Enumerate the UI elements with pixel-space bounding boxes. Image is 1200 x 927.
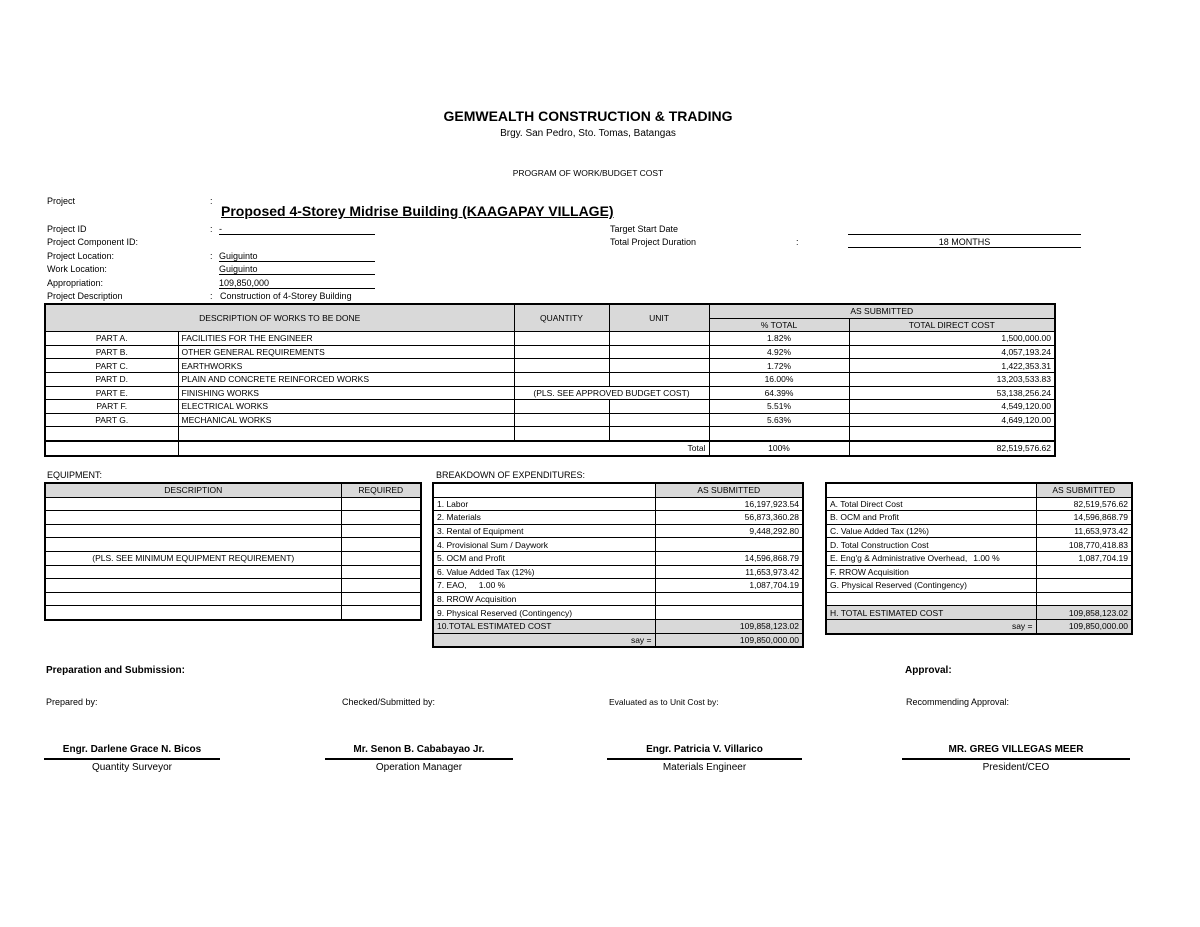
breakdown-label xyxy=(433,497,655,511)
work-pct: 64.39% xyxy=(709,386,849,400)
summary-row xyxy=(826,565,1132,579)
work-unit xyxy=(609,400,709,414)
work-pct: 5.63% xyxy=(709,413,849,427)
work-pct: 1.82% xyxy=(709,332,849,346)
work-part: PART G. xyxy=(45,413,178,427)
summary-label xyxy=(826,579,1036,593)
summary-value: 14,596,868.79 xyxy=(1036,511,1132,525)
breakdown-label xyxy=(433,592,655,606)
work-description: ELECTRICAL WORKS xyxy=(178,400,514,414)
component-id-label: Project Component ID: xyxy=(47,237,139,247)
work-unit xyxy=(609,359,709,373)
project-id-label: Project ID xyxy=(47,224,87,234)
summary-label-text: B. OCM and Profit xyxy=(830,512,899,523)
work-pct: 16.00% xyxy=(709,372,849,386)
work-description: OTHER GENERAL REQUIREMENTS xyxy=(178,345,514,359)
breakdown-row xyxy=(433,592,803,606)
works-table xyxy=(44,303,1056,457)
work-part: PART F. xyxy=(45,400,178,414)
evaluated-by-label: Evaluated as to Unit Cost by: xyxy=(609,697,719,707)
breakdown-label-text: 1. Labor xyxy=(437,498,469,509)
equipment-table xyxy=(44,482,422,621)
works-row xyxy=(45,400,1055,414)
col-unit-header: UNIT xyxy=(609,304,709,332)
appropriation-value: 109,850,000 xyxy=(219,278,375,289)
description-value: Construction of 4-Storey Building xyxy=(220,291,352,301)
duration-colon: : xyxy=(796,237,799,247)
work-description: FACILITIES FOR THE ENGINEER xyxy=(178,332,514,346)
signatory-role-2: Operation Manager xyxy=(375,762,463,773)
breakdown-label xyxy=(433,606,655,620)
work-quantity xyxy=(514,332,609,346)
signature-line-3 xyxy=(607,758,802,760)
summary-table xyxy=(825,482,1133,635)
works-row xyxy=(45,359,1055,373)
work-cost: 4,057,193.24 xyxy=(849,345,1055,359)
works-total-label: Total xyxy=(514,441,709,456)
work-quantity xyxy=(514,400,609,414)
breakdown-row xyxy=(433,606,803,620)
project-id-value: - xyxy=(219,224,375,235)
company-name: GEMWEALTH CONSTRUCTION & TRADING xyxy=(443,108,733,124)
breakdown-label-text: 2. Materials xyxy=(437,512,481,523)
breakdown-total-value: 109,858,123.02 xyxy=(655,619,803,633)
start-date-label: Target Start Date xyxy=(610,224,679,234)
breakdown-label xyxy=(433,511,655,525)
signature-line-1 xyxy=(44,758,220,760)
work-pct: 1.72% xyxy=(709,359,849,373)
breakdown-label-text: 8. RROW Acquisition xyxy=(437,594,517,605)
works-blank-row xyxy=(45,427,178,441)
works-row xyxy=(45,413,1055,427)
document-title: PROGRAM OF WORK/BUDGET COST xyxy=(512,168,664,178)
breakdown-label-text: 3. Rental of Equipment xyxy=(437,526,524,537)
work-pct: 5.51% xyxy=(709,400,849,414)
works-row xyxy=(45,345,1055,359)
breakdown-row xyxy=(433,579,803,593)
preparation-heading: Preparation and Submission: xyxy=(46,665,185,676)
appropriation-label: Appropriation: xyxy=(47,278,104,288)
signature-line-2 xyxy=(325,758,513,760)
checked-by-label: Checked/Submitted by: xyxy=(342,697,436,707)
breakdown-row xyxy=(433,538,803,552)
summary-label-text: C. Value Added Tax (12%) xyxy=(830,526,929,537)
work-description: FINISHING WORKS xyxy=(178,386,514,400)
summary-col-as-submitted: AS SUBMITTED xyxy=(1036,483,1132,497)
location-label: Project Location: xyxy=(47,251,115,261)
breakdown-value xyxy=(655,538,803,552)
breakdown-pct: 1.00 % xyxy=(478,580,506,591)
breakdown-label-text: 5. OCM and Profit xyxy=(437,553,506,564)
breakdown-total-label: 10.TOTAL ESTIMATED COST xyxy=(433,619,655,633)
recommending-label: Recommending Approval: xyxy=(906,697,1010,707)
summary-value: 82,519,576.62 xyxy=(1036,497,1132,511)
work-cost: 1,422,353.31 xyxy=(849,359,1055,373)
company-address: Brgy. San Pedro, Sto. Tomas, Batangas xyxy=(500,128,676,139)
breakdown-label-text: 6. Value Added Tax (12%) xyxy=(437,566,535,577)
signatory-role-4: President/CEO xyxy=(982,762,1050,773)
work-description: MECHANICAL WORKS xyxy=(178,413,514,427)
breakdown-value: 11,653,973.42 xyxy=(655,565,803,579)
summary-total-value: 109,858,123.02 xyxy=(1036,606,1132,620)
summary-value: 108,770,418.83 xyxy=(1036,538,1132,552)
work-quantity xyxy=(514,372,609,386)
col-pct-header: % TOTAL xyxy=(709,318,849,332)
equipment-col-required: REQUIRED xyxy=(341,483,421,497)
signatory-role-1: Quantity Surveyor xyxy=(91,762,173,773)
breakdown-row xyxy=(433,524,803,538)
work-cost: 1,500,000.00 xyxy=(849,332,1055,346)
work-part: PART A. xyxy=(45,332,178,346)
summary-label xyxy=(826,551,1036,565)
breakdown-col-as-submitted: AS SUBMITTED xyxy=(655,483,803,497)
summary-row xyxy=(826,551,1132,565)
work-quantity xyxy=(514,413,609,427)
breakdown-value xyxy=(655,606,803,620)
signatory-name-4: MR. GREG VILLEGAS MEER xyxy=(948,744,1084,755)
project-id-colon: : xyxy=(210,224,213,234)
breakdown-row xyxy=(433,497,803,511)
summary-label xyxy=(826,565,1036,579)
works-row xyxy=(45,372,1055,386)
work-location-value: Guiguinto xyxy=(219,264,375,275)
work-cost: 4,549,120.00 xyxy=(849,400,1055,414)
breakdown-say-label: say = xyxy=(433,633,655,647)
summary-label xyxy=(826,497,1036,511)
location-value: Guiguinto xyxy=(219,251,375,262)
breakdown-row xyxy=(433,565,803,579)
equipment-note: (PLS. SEE MINIMUM EQUIPMENT REQUIREMENT) xyxy=(45,551,341,565)
description-label: Project Description xyxy=(47,291,123,301)
breakdown-label xyxy=(433,565,655,579)
summary-label-text: E. Eng'g & Administrative Overhead, xyxy=(830,553,968,564)
summary-say-value: 109,850,000.00 xyxy=(1036,619,1132,633)
breakdown-value: 9,448,292.80 xyxy=(655,524,803,538)
signatory-name-2: Mr. Senon B. Cababayao Jr. xyxy=(353,744,485,755)
summary-label-text: F. RROW Acquisition xyxy=(830,566,909,577)
location-colon: : xyxy=(210,251,213,261)
work-cost: 13,203,533.83 xyxy=(849,372,1055,386)
breakdown-value xyxy=(655,592,803,606)
summary-value: 1,087,704.19 xyxy=(1036,551,1132,565)
summary-total-label: H. TOTAL ESTIMATED COST xyxy=(826,606,1036,620)
breakdown-value: 14,596,868.79 xyxy=(655,551,803,565)
breakdown-label xyxy=(433,551,655,565)
col-description-header: DESCRIPTION OF WORKS TO BE DONE xyxy=(45,304,514,332)
start-date-line xyxy=(848,234,1081,235)
duration-value: 18 MONTHS xyxy=(848,237,1081,248)
work-quantity xyxy=(514,359,609,373)
works-note: (PLS. SEE APPROVED BUDGET COST) xyxy=(514,386,709,400)
work-cost: 4,649,120.00 xyxy=(849,413,1055,427)
work-unit xyxy=(609,345,709,359)
breakdown-label xyxy=(433,524,655,538)
work-part: PART C. xyxy=(45,359,178,373)
breakdown-heading: BREAKDOWN OF EXPENDITURES: xyxy=(436,470,586,480)
breakdown-label xyxy=(433,538,655,552)
approval-heading: Approval: xyxy=(905,665,952,676)
breakdown-value: 1,087,704.19 xyxy=(655,579,803,593)
signatory-name-1: Engr. Darlene Grace N. Bicos xyxy=(62,744,202,755)
summary-value xyxy=(1036,565,1132,579)
work-unit xyxy=(609,413,709,427)
summary-label xyxy=(826,538,1036,552)
breakdown-say-value: 109,850,000.00 xyxy=(655,633,803,647)
signatory-name-3: Engr. Patricia V. Villarico xyxy=(646,744,763,755)
breakdown-label-text: 4. Provisional Sum / Daywork xyxy=(437,539,549,550)
work-location-label: Work Location: xyxy=(47,264,107,274)
breakdown-label-text: 9. Physical Reserved (Contingency) xyxy=(437,607,573,618)
work-part: PART D. xyxy=(45,372,178,386)
works-row xyxy=(45,386,1055,400)
summary-label-text: D. Total Construction Cost xyxy=(830,539,929,550)
work-description: EARTHWORKS xyxy=(178,359,514,373)
signature-line-4 xyxy=(902,758,1130,760)
summary-value xyxy=(1036,579,1132,593)
summary-label-text: A. Total Direct Cost xyxy=(830,498,903,509)
duration-label: Total Project Duration xyxy=(610,237,697,247)
project-colon: : xyxy=(210,196,213,206)
breakdown-label xyxy=(433,579,655,593)
breakdown-value: 56,873,360.28 xyxy=(655,511,803,525)
summary-label xyxy=(826,524,1036,538)
works-total-pct: 100% xyxy=(709,441,849,456)
equipment-col-description: DESCRIPTION xyxy=(45,483,341,497)
works-row xyxy=(45,332,1055,346)
breakdown-value: 16,197,923.54 xyxy=(655,497,803,511)
description-colon: : xyxy=(210,291,213,301)
work-unit xyxy=(609,332,709,346)
project-title: Proposed 4-Storey Midrise Building (KAAGAPAY VILLAGE) xyxy=(221,203,614,219)
summary-row xyxy=(826,524,1132,538)
work-pct: 4.92% xyxy=(709,345,849,359)
signatory-role-3: Materials Engineer xyxy=(662,762,747,773)
summary-value: 11,653,973.42 xyxy=(1036,524,1132,538)
summary-row xyxy=(826,579,1132,593)
col-as-submitted-header: AS SUBMITTED xyxy=(709,304,1055,318)
work-quantity xyxy=(514,345,609,359)
summary-row xyxy=(826,511,1132,525)
breakdown-table xyxy=(432,482,804,648)
prepared-by-label: Prepared by: xyxy=(46,697,98,707)
summary-label xyxy=(826,511,1036,525)
work-part: PART B. xyxy=(45,345,178,359)
col-quantity-header: QUANTITY xyxy=(514,304,609,332)
summary-label-text: G. Physical Reserved (Contingency) xyxy=(830,580,968,591)
summary-row xyxy=(826,497,1132,511)
summary-say-label: say = xyxy=(826,619,1036,633)
summary-row xyxy=(826,538,1132,552)
summary-pct: 1.00 % xyxy=(973,553,1000,564)
equipment-heading: EQUIPMENT: xyxy=(47,470,103,480)
breakdown-row xyxy=(433,551,803,565)
work-cost: 53,138,256.24 xyxy=(849,386,1055,400)
project-label: Project xyxy=(47,196,76,206)
work-unit xyxy=(609,372,709,386)
works-total-cost: 82,519,576.62 xyxy=(849,441,1055,456)
work-part: PART E. xyxy=(45,386,178,400)
work-description: PLAIN AND CONCRETE REINFORCED WORKS xyxy=(178,372,514,386)
breakdown-row xyxy=(433,511,803,525)
col-direct-cost-header: TOTAL DIRECT COST xyxy=(849,318,1055,332)
breakdown-label-text: 7. EAO, xyxy=(437,580,467,591)
